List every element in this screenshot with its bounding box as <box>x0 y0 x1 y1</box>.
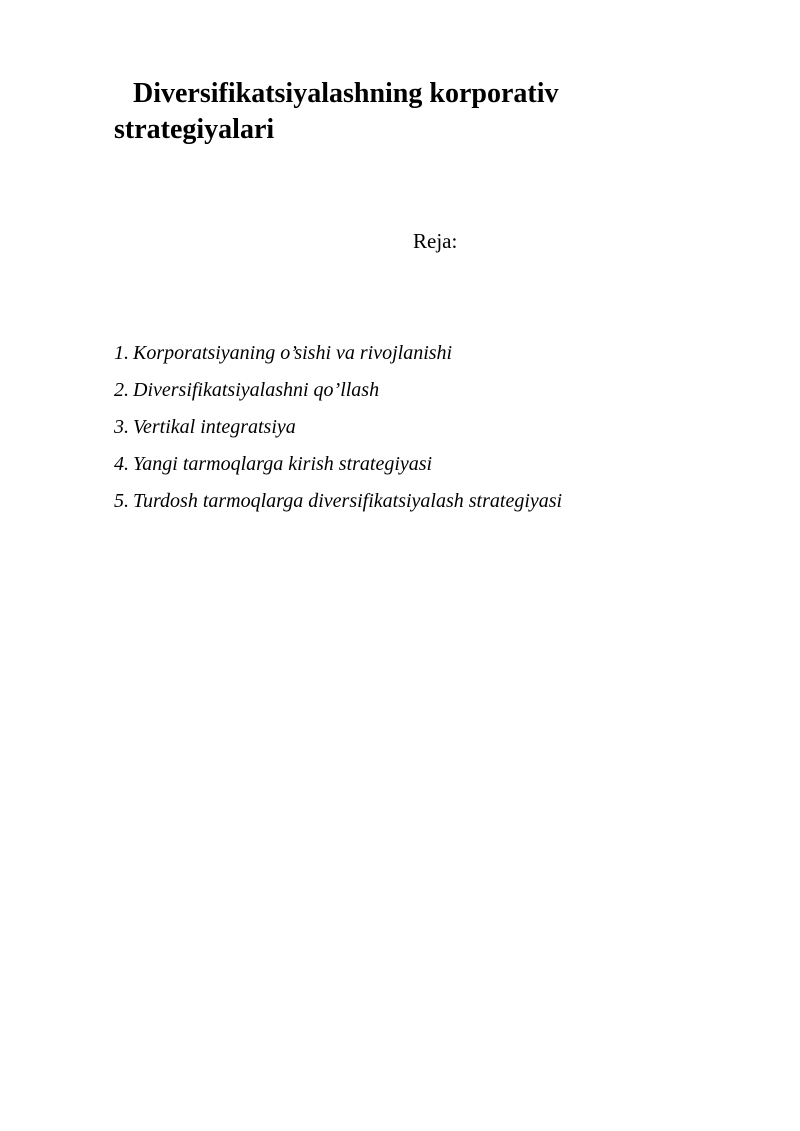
plan-item <box>114 339 754 376</box>
plan-item-number: 3. <box>114 416 129 438</box>
plan-item-text: Yangi tarmoqlarga kirish strategiyasi <box>133 453 433 475</box>
document-title: Diversifikatsiyalashning korporativ strategiyalari <box>114 78 559 145</box>
plan-item <box>114 376 754 413</box>
plan-item-number: 5. <box>114 490 129 512</box>
plan-list <box>114 339 754 524</box>
plan-item-text: Turdosh tarmoqlarga diversifikatsiyalash strategiyasi <box>133 490 563 512</box>
plan-item-number: 2. <box>114 379 129 401</box>
plan-item <box>114 487 754 524</box>
plan-item <box>114 450 754 487</box>
plan-item-number: 4. <box>114 453 129 475</box>
plan-item-text: Diversifikatsiyalashni qo’llash <box>133 379 380 401</box>
plan-item-text: Vertikal integratsiya <box>133 416 296 438</box>
plan-heading: Reja: <box>413 229 458 253</box>
plan-item-number: 1. <box>114 342 129 364</box>
plan-item <box>114 413 754 450</box>
plan-item-text: Korporatsiyaning o’sishi va rivojlanishi <box>133 342 453 364</box>
